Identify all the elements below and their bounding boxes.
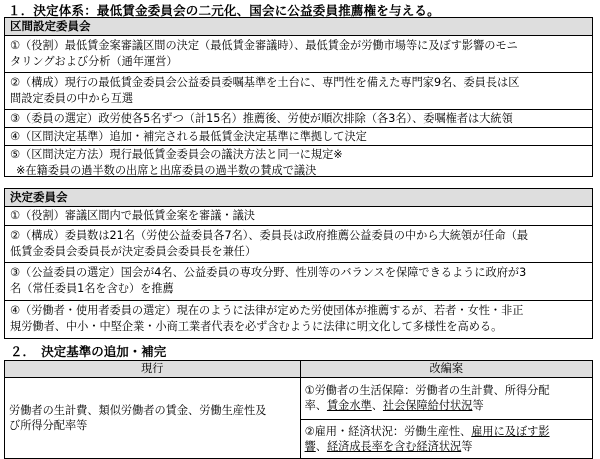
criteria-comparison-table: [4, 360, 593, 459]
revised-criteria-cell-2: ②雇用・経済状況：労働生産性、雇用に及ぼす影 響、経済成長率を含む経済状況等: [300, 419, 592, 459]
table-header-row: [5, 361, 593, 378]
current-criteria-cell: 労働者の生計費、類似労働者の賃金、労働生産性及 び所得分配率等: [5, 378, 301, 459]
list-item: ⑤（区間決定方法）現行最低賃金委員会の議決方法と同一に規定※ ※在籍委員の過半数の出席と出席委員の過半数の賛成で議決: [5, 145, 592, 178]
section-range-committee: [4, 17, 593, 177]
revised-criteria-cell-1: ①労働者の生活保障：労働者の生計費、所得分配 率、賃金水準、社会保障給付状況等: [300, 378, 592, 420]
table-row: [5, 378, 593, 420]
column-header-revised: 改編案: [300, 361, 592, 378]
list-item: ③（委員の選定）政労使各5名ずつ（計15名）推薦後、労使が順次排除（各3名）、委嘱権者は大統領: [5, 109, 592, 127]
list-item: ①（役割）審議区間内で最低賃金案を審議・議決: [5, 206, 592, 225]
section-title: 区間設定委員会: [5, 18, 592, 35]
section-decision-committee: [4, 188, 593, 339]
list-item: ①（役割）最低賃金案審議区間の決定（最低賃金審議時）、最低賃金が労働市場等に及ぼす影響のモニ タリングおよび分析（通年運営）: [5, 35, 592, 72]
column-header-current: 現行: [5, 361, 301, 378]
heading-decision-system: １．決定体系：最低賃金委員会の二元化、国会に公益委員推薦権を与える。: [8, 3, 440, 18]
list-item: ④（区間決定基準）追加・補完される最低賃金決定基準に準拠して決定: [5, 127, 592, 145]
section-title: 決定委員会: [5, 189, 592, 206]
list-item: ④（労働者・使用者委員の選定）現在のように法律が定めた労使団体が推薦するが、若者・女性・非正 規労働者、中小・中堅企業・小商工業者代表を必ず含むように法律に明文化して多様性を高める。: [5, 300, 592, 340]
heading-decision-criteria: ２． 決定基準の追加・補完: [10, 344, 167, 359]
list-item: ②（構成）現行の最低賃金委員会公益委員委嘱基準を土台に、専門性を備えた専門家9名、委員長は区 間設定委員の中から互選: [5, 72, 592, 109]
list-item: ③（公益委員の選定）国会が4名、公益委員の専攻分野、性別等のバランスを保障できるように政府が3 名（常任委員1名を含む）を推薦: [5, 262, 592, 300]
list-item: ②（構成）委員数は21名（労使公益委員各7名）、委員長は政府推薦公益委員の中から大統領が任命（最 低賃金委員会委員長が決定委員会委員長を兼任）: [5, 225, 592, 262]
